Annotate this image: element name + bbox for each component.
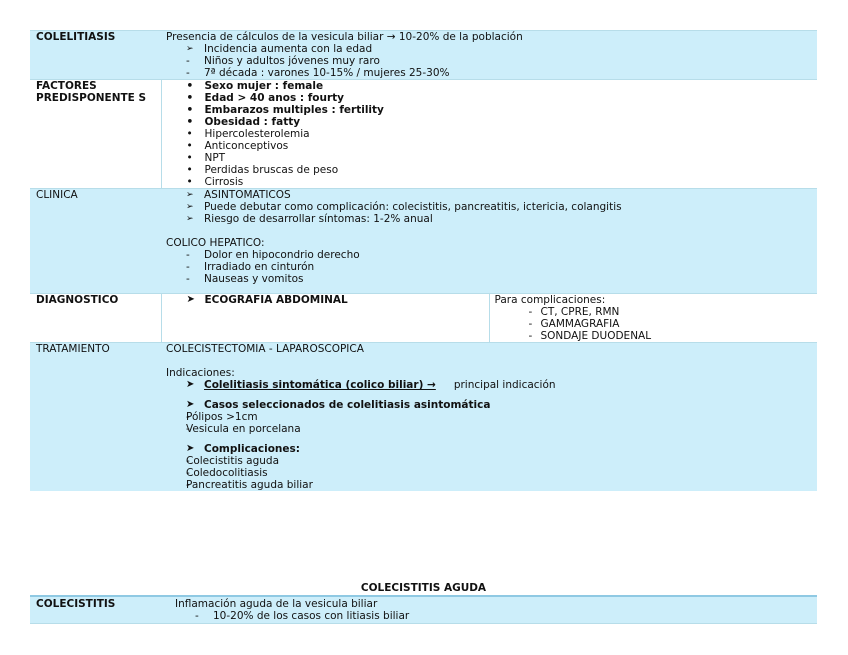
list-item: ➢ Incidencia aumenta con la edad [166, 43, 812, 55]
list-item: - 7ª década : varones 10-15% / mujeres 25-30% [166, 67, 812, 79]
row-factores [30, 80, 817, 189]
list-item: • NPT [167, 152, 813, 164]
clinica-bullets [166, 189, 812, 225]
spacer [166, 225, 812, 237]
list-item: - 10-20% de los casos con litiasis biliar [175, 610, 812, 622]
list-item: ➤ Casos seleccionados de colelitiasis asintomática [166, 399, 812, 411]
row-colecistitis [30, 596, 817, 624]
row-label-tratamiento: TRATAMIENTO [30, 343, 161, 492]
diagnostico-compl-title: Para complicaciones: [494, 294, 606, 306]
list-item: ➤ Complicaciones: [166, 443, 812, 455]
list-item [166, 379, 812, 391]
list-item: • Edad > 40 anos : fourty [167, 92, 813, 104]
indicacion-1-list [166, 379, 812, 391]
colico-title: COLICO HEPATICO: [166, 237, 265, 249]
colecistitis-text: Inflamación aguda de la vesicula biliar [175, 598, 378, 610]
row-label-clinica: CLINICA [30, 189, 161, 294]
indicacion-1-after: principal indicación [453, 379, 556, 391]
row-clinica [30, 189, 817, 294]
spacer [166, 355, 812, 367]
list-item: ➢ ASINTOMATICOS [166, 189, 812, 201]
colecistitis-table [30, 595, 817, 624]
list-item: - Vesicula en porcelana [166, 423, 812, 435]
row-content-tratamiento [161, 343, 817, 492]
diagnostico-compl-list [495, 306, 813, 342]
row-label-factores: FACTORES PREDISPONENTE S [30, 80, 161, 189]
list-item: • Anticonceptivos [167, 140, 813, 152]
list-item: • Hipercolesterolemia [167, 128, 813, 140]
list-item: - CT, CPRE, RMN [525, 306, 813, 318]
indicacion-3-list [166, 443, 812, 455]
list-item: • Cirrosis [167, 176, 813, 188]
tratamiento-title: COLECISTECTOMIA - LAPAROSCOPICA [166, 343, 364, 355]
list-item: - Pancreatitis aguda biliar [166, 479, 812, 491]
list-item: ➤ ECOGRAFIA ABDOMINAL [167, 294, 484, 306]
list-item: • Obesidad : fatty [167, 116, 813, 128]
colelitiasis-dashes [166, 55, 812, 79]
indicacion-2-items [166, 411, 812, 435]
list-item: - SONDAJE DUODENAL [525, 330, 813, 342]
row-diagnostico [30, 294, 817, 343]
colelitiasis-intro: Presencia de cálculos de la vesicula biliar → 10-20% de la población [166, 31, 523, 43]
indicacion-1-label: Colelitiasis sintomática (colico biliar) → [204, 379, 436, 391]
row-label-colelitiasis: COLELITIASIS [30, 31, 161, 80]
list-item: • Embarazos multiples : fertility [167, 104, 813, 116]
indicacion-3-items [166, 455, 812, 491]
row-colelitiasis [30, 31, 817, 80]
colico-list [166, 249, 812, 285]
colecistitis-list [175, 610, 812, 622]
indicacion-2-list [166, 399, 812, 411]
factores-list [167, 80, 813, 188]
section-heading-colecistitis: COLECISTITIS AGUDA [360, 582, 487, 594]
list-item: - Pólipos >1cm [166, 411, 812, 423]
diagnostico-compl-cell [489, 294, 817, 343]
row-tratamiento [30, 343, 817, 492]
row-content-factores [161, 80, 817, 189]
list-item: ➢ Puede debutar como complicación: colecistitis, pancreatitis, ictericia, colangitis [166, 201, 812, 213]
spacer [166, 391, 812, 399]
list-item: - Coledocolitiasis [166, 467, 812, 479]
row-content-colecistitis [169, 596, 817, 624]
list-item: - Dolor en hipocondrio derecho [166, 249, 812, 261]
list-item: • Sexo mujer : female [167, 80, 813, 92]
list-item: • Perdidas bruscas de peso [167, 164, 813, 176]
list-item: - Nauseas y vomitos [166, 273, 812, 285]
list-item: ➢ Riesgo de desarrollar síntomas: 1-2% anual [166, 213, 812, 225]
colelitiasis-bullets [166, 43, 812, 55]
diagnostico-main-cell [161, 294, 489, 343]
main-table [30, 30, 817, 491]
row-content-clinica [161, 189, 817, 294]
row-label-diagnostico: DIAGNOSTICO [30, 294, 161, 343]
diagnostico-main-list [167, 294, 484, 306]
list-item: - Irradiado en cinturón [166, 261, 812, 273]
list-item: - Colecistitis aguda [166, 455, 812, 467]
list-item: - Niños y adultos jóvenes muy raro [166, 55, 812, 67]
spacer [166, 435, 812, 443]
indicaciones-title: Indicaciones: [166, 367, 235, 379]
list-item: - GAMMAGRAFIA [525, 318, 813, 330]
row-content-colelitiasis [161, 31, 817, 80]
row-label-colecistitis: COLECISTITIS [30, 596, 169, 624]
spacer [166, 285, 812, 293]
